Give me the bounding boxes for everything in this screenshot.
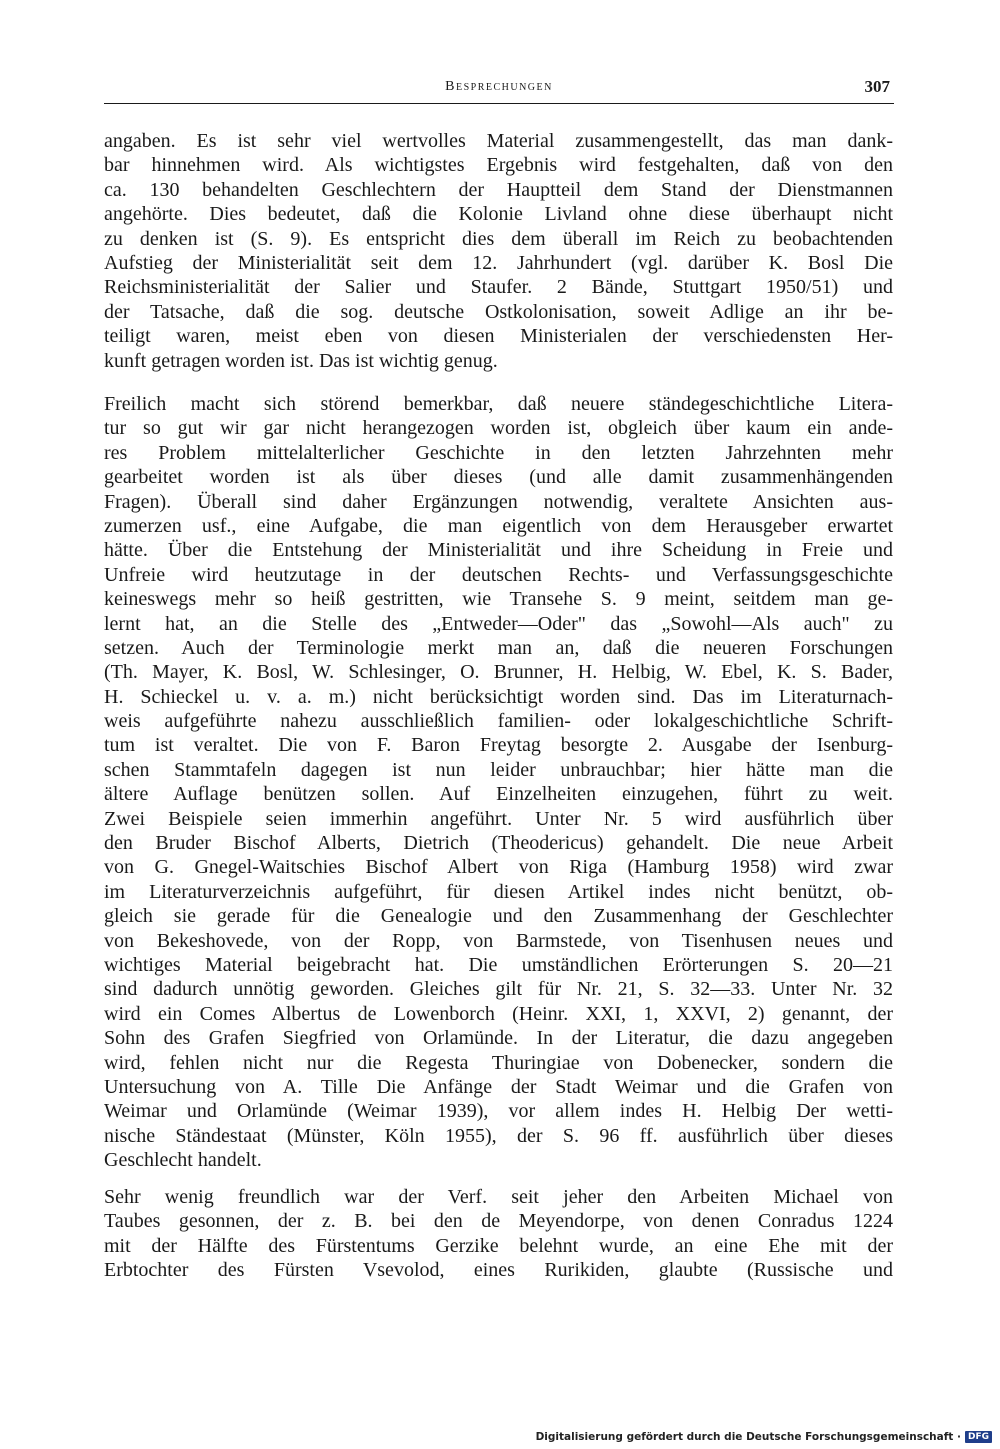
- text-line: wird, fehlen nicht nur die Regesta Thuringiae von Dobenecker, sondern die: [104, 1051, 893, 1074]
- text-line: der Tatsache, daß die sog. deutsche Ostkolonisation, soweit Adlige an ihr be-: [104, 300, 893, 323]
- text-line: teiligt waren, meist eben von diesen Ministerialen der verschiedensten Her-: [104, 325, 893, 348]
- text-line: Untersuchung von A. Tille Die Anfänge der Stadt Weimar und die Grafen von: [104, 1075, 893, 1098]
- text-line: hätte. Über die Entstehung der Ministerialität und ihre Scheidung in Freie und: [104, 539, 893, 562]
- text-line: ältere Auflage benützen sollen. Auf Einzelheiten einzugehen, führt zu weit.: [104, 783, 893, 806]
- text-line: Geschlecht handelt.: [104, 1149, 262, 1172]
- text-line: gleich sie gerade für die Genealogie und den Zusammenhang der Geschlechter: [104, 905, 893, 928]
- text-line: angehörte. Dies bedeutet, daß die Kolonie Livland ohne diese überhaupt nicht: [104, 203, 893, 226]
- running-header: [104, 77, 894, 104]
- text-line: zu denken ist (S. 9). Es entspricht dies dem überall im Reich zu beobachtenden: [104, 227, 893, 250]
- text-line: zumerzen usf., eine Aufgabe, die man eigentlich von dem Herausgeber erwartet: [104, 514, 893, 537]
- text-line: Taubes gesonnen, der z. B. bei den de Meyendorpe, von denen Conradus 1224: [104, 1210, 893, 1233]
- paragraph-3: [104, 1185, 893, 1283]
- text-line: angaben. Es ist sehr viel wertvolles Material zusammengestellt, das man dank-: [104, 130, 893, 152]
- text-line: Reichsministerialität der Salier und Staufer. 2 Bände, Stuttgart 1950/51) und: [104, 276, 893, 299]
- dfg-logo: DFG: [965, 1431, 992, 1443]
- text-line: kunft getragen worden ist. Das ist wichtig genug.: [104, 349, 498, 372]
- text-line: keineswegs mehr so heiß gestritten, wie Transehe S. 9 meint, seitdem man ge-: [104, 588, 893, 611]
- text-line: nische Ständestaat (Münster, Köln 1955), der S. 96 ff. ausführlich über dieses: [104, 1124, 893, 1147]
- text-line: lernt hat, an die Stelle des „Entweder—Oder" das „Sowohl—Als auch" zu: [104, 612, 893, 635]
- text-line: res Problem mittelalterlicher Geschichte in den letzten Jahrzehnten mehr: [104, 441, 893, 464]
- text-line: wird ein Comes Albertus de Lowenborch (Heinr. XXI, 1, XXVI, 2) genannt, der: [104, 1002, 893, 1025]
- text-line: im Literaturverzeichnis aufgeführt, für diesen Artikel indes nicht benützt, ob-: [104, 880, 893, 903]
- text-line: setzen. Auch der Terminologie merkt man an, daß die neueren Forschungen: [104, 636, 893, 659]
- text-line: von Bekeshovede, von der Ropp, von Barmstede, von Tisenhusen neues und: [104, 929, 893, 952]
- text-line: ca. 130 behandelten Geschlechtern der Hauptteil dem Stand der Dienstmannen: [104, 178, 893, 201]
- text-line: weis aufgeführte nahezu ausschließlich familien- oder lokalgeschichtliche Schrift-: [104, 710, 893, 733]
- text-line: gearbeitet worden ist als über dieses (und alle damit zusammenhängenden: [104, 466, 893, 489]
- text-line: (Th. Mayer, K. Bosl, W. Schlesinger, O. Brunner, H. Helbig, W. Ebel, K. S. Bader,: [104, 661, 893, 684]
- text-line: Zwei Beispiele seien immerhin angeführt. Unter Nr. 5 wird ausführlich über: [104, 807, 893, 830]
- text-line: tum ist veraltet. Die von F. Baron Freytag besorgte 2. Ausgabe der Isenburg-: [104, 734, 893, 757]
- text-line: den Bruder Bischof Alberts, Dietrich (Theodericus) gehandelt. Die neue Arbeit: [104, 832, 893, 855]
- text-line: Unfreie wird heutzutage in der deutschen Rechts- und Verfassungsgeschichte: [104, 563, 893, 586]
- text-line: Fragen). Überall sind daher Ergänzungen notwendig, veraltete Ansichten aus-: [104, 490, 893, 513]
- text-line: schen Stammtafeln dagegen ist nun leider unbrauchbar; hier hätte man die: [104, 758, 893, 781]
- paragraph-1: [104, 129, 893, 373]
- text-line: von G. Gnegel-Waitschies Bischof Albert von Riga (Hamburg 1958) wird zwar: [104, 856, 893, 879]
- text-line: wichtiges Material beigebracht hat. Die umständlichen Erörterungen S. 20—21: [104, 953, 893, 976]
- footer-text: Digitalisierung gefördert durch die Deutsche Forschungsgemeinschaft ·: [535, 1431, 961, 1443]
- running-title: Besprechungen: [445, 79, 553, 94]
- text-line: Sehr wenig freundlich war der Verf. seit jeher den Arbeiten Michael von: [104, 1186, 893, 1208]
- text-line: bar hinnehmen wird. Als wichtigstes Ergebnis wird festgehalten, daß von den: [104, 154, 893, 177]
- text-line: H. Schieckel u. v. a. m.) nicht berücksichtigt worden sind. Das im Literaturnach-: [104, 685, 893, 708]
- text-line: Erbtochter des Fürsten Vsevolod, eines Rurikiden, glaubte (Russische und: [104, 1259, 893, 1282]
- text-line: mit der Hälfte des Fürstentums Gerzike belehnt wurde, an eine Ehe mit der: [104, 1234, 893, 1257]
- text-line: tur so gut wir gar nicht herangezogen worden ist, obgleich über kaum ein ande-: [104, 417, 893, 440]
- text-line: Freilich macht sich störend bemerkbar, daß neuere ständegeschichtliche Litera-: [104, 393, 893, 415]
- page-number: 307: [864, 77, 890, 96]
- digitization-footer: [536, 1431, 992, 1443]
- text-line: sind dadurch unnötig geworden. Gleiches gilt für Nr. 21, S. 32—33. Unter Nr. 32: [104, 978, 893, 1001]
- paragraph-2: [104, 392, 893, 1173]
- text-line: Sohn des Grafen Siegfried von Orlamünde. In der Literatur, die dazu angegeben: [104, 1027, 893, 1050]
- text-line: Weimar und Orlamünde (Weimar 1939), vor allem indes H. Helbig Der wetti-: [104, 1100, 893, 1123]
- text-line: Aufstieg der Ministerialität seit dem 12. Jahrhundert (vgl. darüber K. Bosl Die: [104, 251, 893, 274]
